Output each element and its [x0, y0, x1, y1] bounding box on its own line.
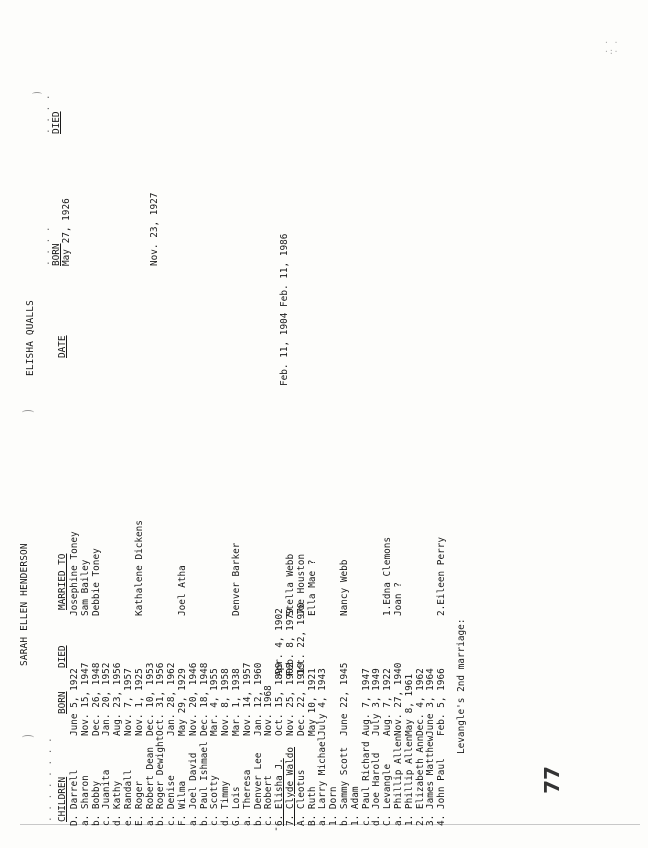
child-married-to: Joel Atha — [177, 565, 188, 616]
married-header: MARRIED TO — [57, 553, 68, 610]
elisha-born: May 27, 1926 — [61, 198, 72, 266]
child-name: a. Theresa — [241, 769, 253, 826]
child-died: Oct. 22, 1970 — [295, 602, 307, 676]
child-born: Dec. 18, 1948 — [198, 662, 210, 736]
child-born: Oct. 15, 1899 — [274, 662, 286, 736]
child-name: a. Larry Michael — [317, 735, 329, 826]
child-name: c. Paul Richard — [360, 741, 372, 826]
child-born: Jan. 12, 1960 — [252, 662, 264, 736]
child-name: e. Randall — [123, 769, 134, 826]
child-name: 1. Dorn — [328, 786, 340, 826]
child-born: Oct. 31, 1956 — [155, 662, 167, 736]
children-header: CHILDREN — [57, 776, 68, 822]
child-name: a. Sharon — [79, 775, 91, 826]
child-name: 1. Phillip Allen — [403, 735, 415, 826]
child-born: Nov. 8, 1958 — [220, 668, 232, 736]
child-name: F. Wilma — [177, 780, 188, 826]
child-born: Jan. 28, 1962 — [166, 662, 178, 736]
child-name: a. Phillip Allen — [393, 735, 404, 826]
child-name: a. Joel David — [187, 752, 199, 826]
child-married-to: Joan ? — [393, 582, 404, 616]
child-name: c. Scotty — [209, 775, 221, 826]
child-name: 6. Elisha J. — [274, 758, 286, 826]
check-mark: - — [271, 825, 282, 832]
born-header: BORN — [57, 691, 68, 714]
scan-speck: · · ·:· — [604, 38, 619, 56]
child-born: Aug. 7, 1922 — [382, 668, 394, 736]
elisha-row — [150, 193, 160, 266]
child-born: Nov. 20, 1946 — [187, 662, 199, 736]
child-name: d. Timmy — [220, 780, 232, 826]
child-married-to: 2.Eileen Perry — [436, 536, 448, 616]
child-name: 7. Clyde Waldo — [285, 746, 296, 826]
child-born: Feb. 5, 1966 — [436, 668, 448, 736]
sarah-title: SARAH ELLEN HENDERSON — [19, 543, 30, 666]
died-header: DIED — [57, 645, 68, 668]
elisha-born-dots: . . . . — [41, 226, 52, 266]
child-born: Dec. 22, 1919 — [295, 662, 307, 736]
elisha-title: ELISHA QUALLS — [25, 300, 36, 376]
child-married-to: Debbie Toney — [90, 548, 102, 616]
child-died: Feb. 8, 1979 — [285, 608, 296, 676]
child-born: Mar. 4, 1955 — [209, 668, 221, 736]
child-married-to: Nancy Webb — [339, 559, 350, 616]
child-born: June 5, 1922 — [69, 668, 80, 736]
child-born: Mar. 1, 1938 — [231, 668, 242, 736]
child-name: 1. Adam — [349, 786, 361, 826]
child-born: Dec. 26, 1948 — [90, 662, 102, 736]
child-born: June 22, 1945 — [339, 662, 350, 736]
footnote: Levangle's 2nd marriage: — [456, 618, 467, 754]
page-number: 77 — [539, 766, 564, 794]
child-name: b. Bobby — [90, 780, 102, 826]
child-born: Dec. 4, 1962 — [414, 668, 426, 736]
child-born: Nov. 14, 1957 — [241, 662, 253, 736]
child-married-to: Kathalene Dickens — [133, 520, 145, 616]
child-born: Jan. 20, 1952 — [101, 662, 113, 736]
child-name: D. Darrell — [69, 769, 80, 826]
elisha-died: Feb. 11, 1986 — [279, 233, 290, 307]
child-name: B. Ruth — [306, 786, 318, 826]
children-dots: . . . . . . . . — [43, 737, 54, 822]
child-name: d. Kathy — [112, 780, 124, 826]
rotated-content — [19, 16, 620, 832]
child-name: b. Sammy Scott — [339, 746, 350, 826]
child-born: Dec. 10, 1953 — [144, 662, 156, 736]
child-name: 4. John Paul — [436, 758, 448, 826]
child-married-to: 1.Edna Clemons — [382, 536, 394, 616]
elisha-died-dots: . . . . — [41, 94, 52, 134]
child-name: d. Joe Harold — [371, 752, 383, 826]
child-name: b. Denver Lee — [252, 752, 264, 826]
child-name: c. Juanita — [101, 769, 113, 826]
elisha-born-header: BORN — [51, 243, 62, 266]
child-born: July 3, 1949 — [371, 668, 383, 736]
date-header: DATE — [57, 335, 68, 358]
child-married-to: Sam Bailey — [79, 559, 91, 616]
child-born: Nov. 25, 1902 — [285, 662, 296, 736]
child-name: 2. Elizabeth Ann — [414, 735, 426, 826]
child-married-to: Ella Mae ? — [306, 559, 318, 616]
child-born: May 8, 1961 — [403, 673, 415, 736]
child-born: Nov. 1, 1925 — [133, 668, 145, 736]
child-name: a. Robert Dean — [144, 746, 156, 826]
child-name: 3. James Matthew — [425, 735, 437, 826]
elisha-row — [62, 198, 72, 266]
child-name: c. Denise — [166, 775, 178, 826]
child-name: G. Lois — [231, 786, 242, 826]
child-married-to: Joe Houston — [295, 553, 307, 616]
child-name: c. Robert — [263, 775, 275, 826]
child-born: Nov. 27, 1940 — [393, 662, 404, 736]
child-born: Nov. 15, 1947 — [79, 662, 91, 736]
child-married-to: Denver Barker — [231, 542, 242, 616]
child-born: Aug. 23, 1956 — [112, 662, 124, 736]
elisha-died-header: DIED — [51, 111, 62, 134]
child-married-to: Josephine Toney — [69, 531, 80, 616]
child-born: May 10, 1921 — [306, 668, 318, 736]
child-died: Apr. 4, 1902 — [274, 608, 286, 676]
child-name: A. Cleotus — [295, 769, 307, 826]
child-born: May 29, 1929 — [177, 668, 188, 736]
elisha-born: Feb. 11, 1904 — [279, 312, 290, 386]
elisha-row — [280, 234, 290, 386]
child-born: Aug. 7, 1947 — [360, 668, 372, 736]
child-name: E. Roger — [133, 780, 145, 826]
child-born: June 3, 1964 — [425, 668, 437, 736]
child-born: Nov. 1968 — [263, 685, 275, 736]
child-name: b. Roger Dewight — [155, 735, 167, 826]
child-born: Nov. 7, 1957 — [123, 668, 134, 736]
child-born: July 4, 1943 — [317, 668, 329, 736]
elisha-born: Nov. 23, 1927 — [149, 192, 160, 266]
child-name: b. Paul Ishmael — [198, 741, 210, 826]
child-name: C. Levangle — [382, 763, 394, 826]
child-married-to: Stella Webb — [285, 553, 296, 616]
